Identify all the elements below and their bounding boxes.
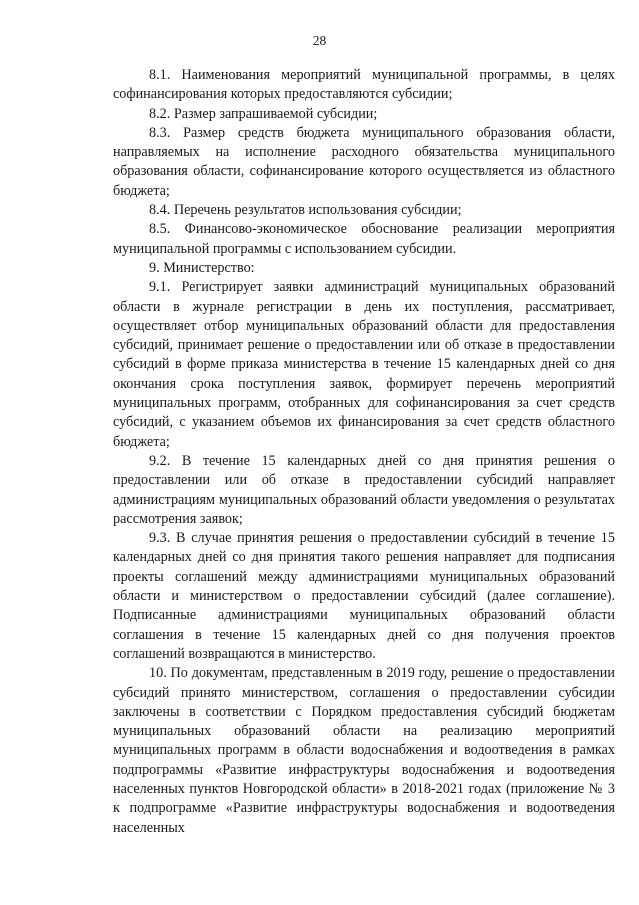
- paragraph-8-1: 8.1. Наименования мероприятий муниципальной программы, в целях софинансирования которых предоставляются субсидии;: [113, 67, 615, 103]
- paragraph-8-3: 8.3. Размер средств бюджета муниципального образования области, направляемых на исполнение расходного обязательства муниципального образования области, софинансирование которого осуществляется из областного бюджета;: [113, 124, 615, 199]
- paragraph-8-2: 8.2. Размер запрашиваемой субсидии;: [149, 105, 378, 122]
- page-number: 28: [312, 33, 327, 48]
- paragraph-9-2: 9.2. В течение 15 календарных дней со дня принятия решения о предоставлении или об отказе в предоставлении субсидий направляет администрациям муниципальных образований области уведомления о результатах рассмотрения заявок;: [113, 452, 615, 527]
- paragraph-8-5: 8.5. Финансово-экономическое обоснование реализации мероприятия муниципальной программы с использованием субсидии.: [113, 221, 615, 257]
- paragraph-10: 10. По документам, представленным в 2019 году, решение о предоставлении субсидий принято министерством, соглашения о предоставлении субсидии заключены в соответствии с Порядком предоставления субсидий бюджетам муниципальных образований области на реализацию мероприятий муниципальных программ в области водоснабжения и водоотведения в рамках подпрограммы «Развитие инфраструктуры водоснабжения и водоотведения населенных пунктов Новгородской области» в 2018-2021 годах (приложение № 3 к подпрограмме «Развитие инфраструктуры водоснабжения и водоотведения населенных: [113, 665, 615, 836]
- paragraph-8-4: 8.4. Перечень результатов использования субсидии;: [149, 202, 462, 219]
- paragraph-9-3: 9.3. В случае принятия решения о предоставлении субсидий в течение 15 календарных дней со дня принятия такого решения направляет для подписания проекты соглашений между администрациями муниципальных образований области и министерством о предоставлении субсидий (далее соглашение). Подписанные администрациями муниципальных образований области соглашения в течение 15 календарных дней со дня получения проектов соглашений возвращаются в министерство.: [113, 530, 615, 662]
- paragraph-9: 9. Министерство:: [149, 259, 255, 276]
- paragraph-9-1: 9.1. Регистрирует заявки администраций муниципальных образований области в журнале регистрации в день их поступления, рассматривает, осуществляет отбор муниципальных образований области для предоставления субсидий, принимает решение о предоставлении или об отказе в предоставлении субсидий в форме приказа министерства в течение 15 календарных дней со дня окончания срока поступления заявок, формирует перечень мероприятий муниципальных программ, отобранных для софинансирования за счет средств субсидий, с указанием объемов их финансирования за счет средств областного бюджета;: [113, 279, 615, 450]
- document-body: [113, 66, 615, 838]
